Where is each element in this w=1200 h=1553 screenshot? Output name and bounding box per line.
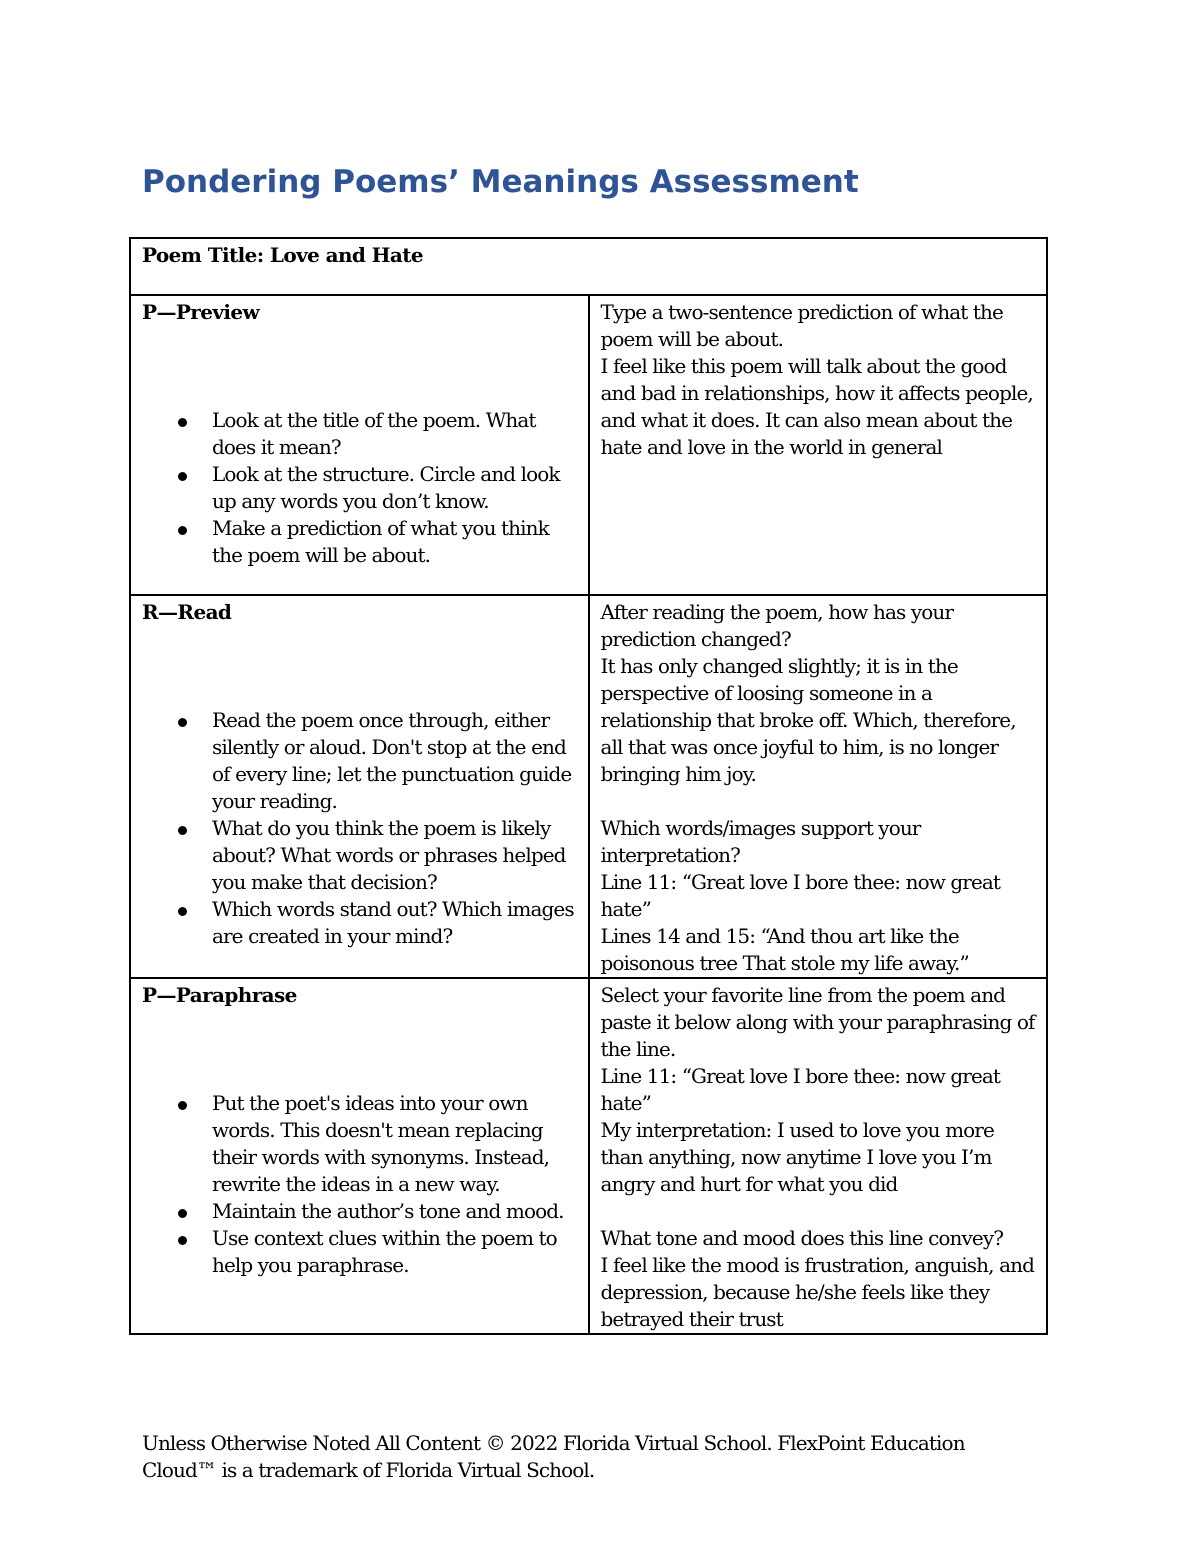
read-quote-lines-14-15[interactable]: Lines 14 and 15: “And thou art like the poisonous tree That stole my life away.” bbox=[600, 924, 969, 975]
list-item: What do you think the poem is likely about? What words or phrases helped you make that decision? bbox=[212, 815, 578, 896]
poem-title-row bbox=[130, 238, 1047, 295]
poem-title-label: Poem Title: Love and Hate bbox=[142, 243, 424, 267]
paraphrase-heading: P—Paraphrase bbox=[142, 983, 297, 1007]
preview-heading: P—Preview bbox=[142, 300, 260, 324]
read-response-cell[interactable] bbox=[589, 595, 1048, 978]
list-item: Maintain the author’s tone and mood. bbox=[212, 1198, 578, 1225]
list-item: Look at the structure. Circle and look up any words you don’t know. bbox=[212, 461, 578, 515]
paraphrase-prompt: Select your favorite line from the poem and paste it below along with your paraphrasing of the line. bbox=[600, 983, 1035, 1061]
paraphrase-bullet-list bbox=[142, 1090, 578, 1279]
read-heading: R—Read bbox=[142, 600, 232, 624]
read-answer[interactable]: It has only changed slightly; it is in the perspective of loosing someone in a relationship that broke off. Which, therefore, all that was once joyful to him, is no longer bringing him joy. bbox=[600, 654, 1016, 786]
read-instructions-cell bbox=[130, 595, 589, 978]
paraphrase-tone-answer[interactable]: I feel like the mood is frustration, anguish, and depression, because he/she feels like they betrayed their trust bbox=[600, 1253, 1034, 1331]
list-item: Read the poem once through, either silently or aloud. Don't stop at the end of every line; let the punctuation guide your reading. bbox=[212, 707, 578, 815]
paraphrase-interpretation[interactable]: My interpretation: I used to love you more than anything, now anytime I love you I’m angry and hurt for what you did bbox=[600, 1118, 994, 1196]
preview-row bbox=[130, 295, 1047, 595]
paraphrase-response-cell[interactable] bbox=[589, 978, 1048, 1334]
list-item: Make a prediction of what you think the poem will be about. bbox=[212, 515, 578, 569]
preview-answer[interactable]: I feel like this poem will talk about the good and bad in relationships, how it affects people, and what it does. It can also mean about the hate and love in the world in general bbox=[600, 354, 1033, 459]
list-item: Put the poet's ideas into your own words. This doesn't mean replacing their words with synonyms. Instead, rewrite the ideas in a new way. bbox=[212, 1090, 578, 1198]
paraphrase-instructions-cell bbox=[130, 978, 589, 1334]
psr-table bbox=[129, 237, 1048, 1335]
page-title: Pondering Poems’ Meanings Assessment bbox=[142, 164, 859, 200]
footer-copyright: Unless Otherwise Noted All Content © 2022 Florida Virtual School. FlexPoint Education Cloud™ is a trademark of Florida Virtual School. bbox=[142, 1431, 965, 1482]
preview-bullet-list bbox=[142, 407, 578, 569]
paraphrase-row bbox=[130, 978, 1047, 1334]
preview-instructions-cell bbox=[130, 295, 589, 595]
list-item: Look at the title of the poem. What does it mean? bbox=[212, 407, 578, 461]
read-quote-line-11[interactable]: Line 11: “Great love I bore thee: now great hate” bbox=[600, 870, 1001, 921]
preview-prompt: Type a two-sentence prediction of what the poem will be about. bbox=[600, 300, 1003, 351]
preview-response-cell[interactable] bbox=[589, 295, 1048, 595]
read-row bbox=[130, 595, 1047, 978]
poem-title-cell bbox=[130, 238, 1047, 295]
paraphrase-quote[interactable]: Line 11: “Great love I bore thee: now great hate” bbox=[600, 1064, 1001, 1115]
read-prompt-evidence: Which words/images support your interpretation? bbox=[600, 816, 921, 867]
read-bullet-list bbox=[142, 707, 578, 950]
paraphrase-prompt-tone: What tone and mood does this line convey? bbox=[600, 1226, 1004, 1250]
list-item: Which words stand out? Which images are created in your mind? bbox=[212, 896, 578, 950]
list-item: Use context clues within the poem to help you paraphrase. bbox=[212, 1225, 578, 1279]
read-prompt: After reading the poem, how has your prediction changed? bbox=[600, 600, 954, 651]
